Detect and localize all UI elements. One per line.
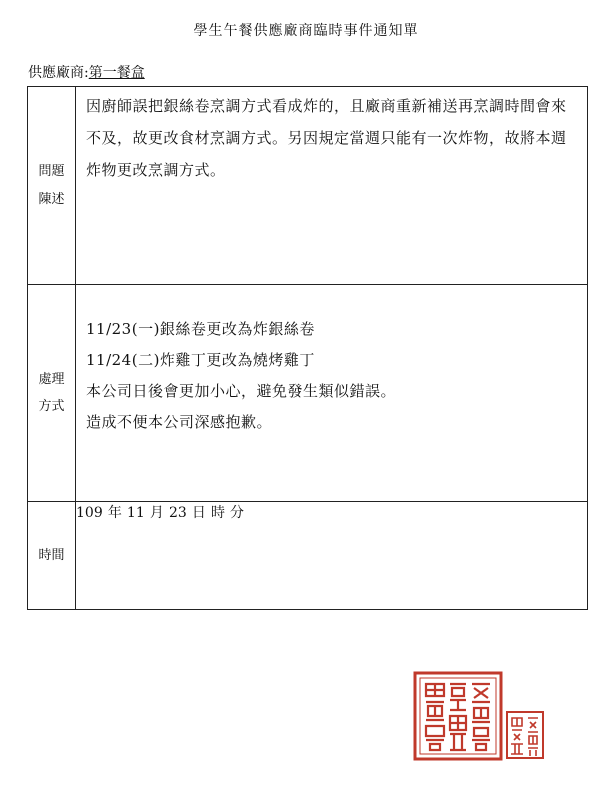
seal-stamp-graphic: [412, 670, 546, 764]
handling-lines: [76, 285, 587, 438]
time-row: [28, 502, 588, 610]
time-day: 23: [168, 505, 187, 521]
issue-label: 問題 陳述: [28, 87, 76, 285]
vendor-label: 供應廠商:: [28, 65, 89, 81]
time-hour-unit: 時: [210, 505, 225, 521]
issue-text: 因廚師誤把銀絲卷烹調方式看成炸的，且廠商重新補送再烹調時間會來不及，故更改食材烹調方式。另因規定當週只能有一次炸物，故將本週炸物更改烹調方式。: [86, 97, 567, 179]
issue-content: [76, 87, 588, 285]
handling-content: [76, 285, 588, 502]
vendor-line: [28, 62, 145, 82]
time-month-unit: 月: [149, 505, 164, 521]
time-label: 時間: [28, 502, 76, 610]
company-seals: [412, 670, 546, 764]
time-day-unit: 日: [191, 505, 206, 521]
time-minute-unit: 分: [230, 505, 245, 521]
notice-table: [27, 86, 588, 610]
time-content: [76, 502, 588, 610]
handling-label: 處理 方式: [28, 285, 76, 502]
handling-line: 11/23(一)銀絲卷更改為炸銀絲卷: [86, 320, 315, 338]
time-year-unit: 年: [107, 505, 122, 521]
time-month: 11: [126, 505, 145, 521]
large-seal: [415, 673, 501, 759]
handling-line: 本公司日後會更加小心，避免發生類似錯誤。: [86, 382, 397, 400]
handling-line: 11/24(二)炸雞丁更改為燒烤雞丁: [86, 351, 315, 369]
small-seal: [507, 712, 543, 758]
handling-row: [28, 285, 588, 502]
handling-line: 造成不便本公司深感抱歉。: [86, 413, 273, 431]
vendor-name: 第一餐盒: [88, 65, 145, 81]
issue-row: [28, 87, 588, 285]
page-title: 學生午餐供應廠商臨時事件通知單: [193, 23, 419, 39]
time-year: 109: [76, 505, 103, 521]
